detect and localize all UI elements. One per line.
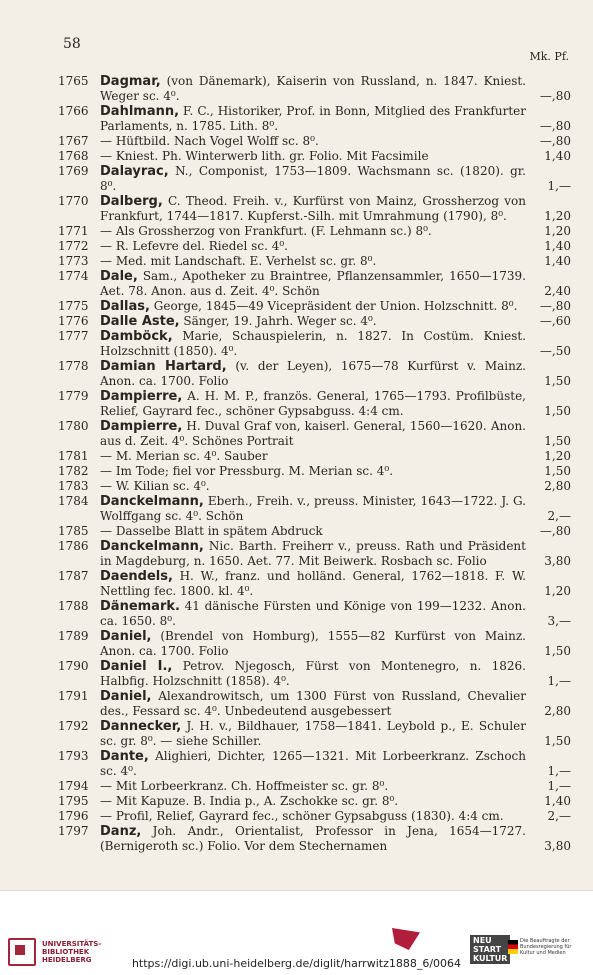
entry-name: Dampierre, <box>100 419 183 434</box>
entry-price: 1,40 <box>544 239 571 253</box>
entry-number: 1784 <box>58 494 89 508</box>
entry-description: — Mit Lorbeerkranz. Ch. Hoffmeister sc. gr. 8⁰. <box>100 779 389 793</box>
catalog-entry <box>0 359 593 389</box>
entry-number: 1787 <box>58 569 89 583</box>
entry-name: Dampierre, <box>100 389 183 404</box>
entry-description: — R. Lefevre del. Riedel sc. 4⁰. <box>100 239 288 253</box>
entry-description: Petrov. Njegosch, Fürst von Montenegro, n. 1826. Halbfig. Holzschnitt (1858). 4⁰. <box>100 659 526 688</box>
entry-body <box>100 389 526 419</box>
entry-description: (von Dänemark), Kaiserin von Russland, n. 1847. Kniest. Weger sc. 4⁰. <box>100 74 526 103</box>
entry-number: 1786 <box>58 539 89 553</box>
entry-name: Dale, <box>100 269 138 284</box>
entry-price: —,80 <box>539 524 571 538</box>
catalog-entry <box>0 719 593 749</box>
entry-description: 41 dänische Fürsten und Könige von 199—1232. Anon. ca. 1650. 8⁰. <box>100 599 526 628</box>
entry-number: 1789 <box>58 629 89 643</box>
entry-description: — Profil, Relief, Gayrard fec., schöner Gypsabguss (1830). 4:4 cm. <box>100 809 504 823</box>
entry-price: 1,40 <box>544 254 571 268</box>
entry-description: (v. der Leyen), 1675—78 Kurfürst v. Mainz. Anon. ca. 1700. Folio <box>100 359 526 388</box>
catalog-entry <box>0 389 593 419</box>
entry-description: H. W., franz. und holländ. General, 1762—1818. F. W. Nettling fec. 1800. kl. 4⁰. <box>100 569 526 598</box>
entry-body <box>100 314 526 329</box>
entry-price: 1,50 <box>544 374 571 388</box>
entry-price: 1,— <box>547 779 571 793</box>
entry-description: — Als Grossherzog von Frankfurt. (F. Lehmann sc.) 8⁰. <box>100 224 432 238</box>
catalog-entry <box>0 659 593 689</box>
entry-body <box>100 479 526 494</box>
entry-price: —,80 <box>539 119 571 133</box>
entry-description: A. H. M. P., französ. General, 1765—1793. Profilbüste, Relief, Gayrard fec., schöner Gypsabguss. 4:4 cm. <box>100 389 526 418</box>
entry-price: 1,— <box>547 179 571 193</box>
catalog-entry <box>0 464 593 479</box>
catalog-entry <box>0 314 593 329</box>
entry-list <box>0 74 593 854</box>
entry-description: C. Theod. Freih. v., Kurfürst von Mainz, Grossherzog von Frankfurt, 1744—1817. Kupferst.-Silh. mit Umrahmung (1790), 8⁰. <box>100 194 526 223</box>
catalog-entry <box>0 599 593 629</box>
entry-body <box>100 779 526 794</box>
entry-description: F. C., Historiker, Prof. in Bonn, Mitglied des Frankfurter Parlaments, n. 1785. Lith. 8⁰. <box>100 104 526 133</box>
catalog-entry <box>0 134 593 149</box>
entry-number: 1796 <box>58 809 89 823</box>
entry-number: 1767 <box>58 134 89 148</box>
entry-body <box>100 569 526 599</box>
neustart-kultur-logo: NEU START KULTUR <box>470 935 510 964</box>
entry-number: 1779 <box>58 389 89 403</box>
catalog-entry <box>0 824 593 854</box>
entry-price: 1,50 <box>544 734 571 748</box>
entry-price: 1,40 <box>544 794 571 808</box>
catalog-entry <box>0 419 593 449</box>
library-name-line3: HEIDELBERG <box>42 956 92 964</box>
catalog-entry <box>0 494 593 524</box>
federal-eagle-icon <box>508 940 518 954</box>
entry-name: Dagmar, <box>100 74 161 89</box>
entry-price: 1,20 <box>544 584 571 598</box>
entry-price: 1,50 <box>544 434 571 448</box>
catalog-entry <box>0 449 593 464</box>
entry-description: George, 1845—49 Vicepräsident der Union. Holzschnitt. 8⁰. <box>149 299 518 313</box>
entry-name: Daendels, <box>100 569 173 584</box>
entry-body <box>100 599 526 629</box>
entry-description: — Hüftbild. Nach Vogel Wolff sc. 8⁰. <box>100 134 319 148</box>
entry-number: 1772 <box>58 239 89 253</box>
entry-body <box>100 719 526 749</box>
entry-name: Dalle Aste, <box>100 314 180 329</box>
entry-body <box>100 134 526 149</box>
entry-name: Dallas, <box>100 299 150 314</box>
catalog-entry <box>0 104 593 134</box>
catalog-entry <box>0 149 593 164</box>
entry-price: 3,80 <box>544 554 571 568</box>
entry-number: 1792 <box>58 719 89 733</box>
entry-name: Damböck, <box>100 329 173 344</box>
entry-price: 1,20 <box>544 449 571 463</box>
entry-body <box>100 149 526 164</box>
entry-body <box>100 254 526 269</box>
entry-number: 1782 <box>58 464 89 478</box>
entry-body <box>100 464 526 479</box>
entry-body <box>100 749 526 779</box>
page-number: 58 <box>63 36 81 52</box>
entry-number: 1766 <box>58 104 89 118</box>
entry-body <box>100 524 526 539</box>
entry-price: —,60 <box>539 314 571 328</box>
entry-description: Joh. Andr., Orientalist, Professor in Jena, 1654—1727. (Bernigeroth sc.) Folio. Vor dem Stechernamen <box>100 824 526 853</box>
catalog-entry <box>0 269 593 299</box>
entry-price: 2,80 <box>544 704 571 718</box>
entry-price: 1,— <box>547 674 571 688</box>
entry-description: — W. Kilian sc. 4⁰. <box>100 479 210 493</box>
catalog-entry <box>0 539 593 569</box>
entry-description: — Med. mit Landschaft. E. Verhelst sc. gr. 8⁰. <box>100 254 377 268</box>
library-name-line1: UNIVERSITÄTS- <box>42 940 102 948</box>
catalog-entry <box>0 749 593 779</box>
catalog-entry <box>0 779 593 794</box>
entry-price: —,80 <box>539 134 571 148</box>
entry-number: 1769 <box>58 164 89 178</box>
entry-description: Marie, Schauspielerin, n. 1827. In Costüm. Kniest. Holzschnitt (1850). 4⁰. <box>100 329 526 358</box>
entry-number: 1797 <box>58 824 89 838</box>
entry-number: 1778 <box>58 359 89 373</box>
entry-price: —,50 <box>539 344 571 358</box>
entry-body <box>100 824 526 854</box>
entry-description: — Im Tode; fiel vor Pressburg. M. Merian sc. 4⁰. <box>100 464 394 478</box>
entry-body <box>100 239 526 254</box>
entry-description: (Brendel von Homburg), 1555—82 Kurfürst von Mainz. Anon. ca. 1700. Folio <box>100 629 526 658</box>
entry-description: Sänger, 19. Jahrh. Weger sc. 4⁰. <box>179 314 377 328</box>
entry-number: 1783 <box>58 479 89 493</box>
entry-description: H. Duval Graf von, kaiserl. General, 1560—1620. Anon. aus d. Zeit. 4⁰. Schönes Portrait <box>100 419 526 448</box>
entry-description: Sam., Apotheker zu Braintree, Pflanzensammler, 1650—1739. Aet. 78. Anon. aus d. Zeit. 4⁰. Schön <box>100 269 526 298</box>
entry-description: — Kniest. Ph. Winterwerb lith. gr. Folio. Mit Facsimile <box>100 149 429 163</box>
entry-name: Daniel, <box>100 629 152 644</box>
entry-description: — M. Merian sc. 4⁰. Sauber <box>100 449 268 463</box>
entry-name: Daniel I., <box>100 659 173 674</box>
entry-number: 1791 <box>58 689 89 703</box>
entry-price: —,80 <box>539 299 571 313</box>
entry-price: —,80 <box>539 89 571 103</box>
entry-number: 1795 <box>58 794 89 808</box>
entry-price: 1,40 <box>544 149 571 163</box>
catalog-entry <box>0 164 593 194</box>
catalog-entry <box>0 479 593 494</box>
entry-body <box>100 269 526 299</box>
entry-number: 1765 <box>58 74 89 88</box>
entry-body <box>100 629 526 659</box>
bkm-logo-text: Die Beauftragte der Bundesregierung für Kultur und Medien <box>520 938 572 956</box>
entry-number: 1780 <box>58 419 89 433</box>
entry-body <box>100 494 526 524</box>
entry-number: 1774 <box>58 269 89 283</box>
library-name-line2: BIBLIOTHEK <box>42 948 90 956</box>
entry-price: 1,20 <box>544 224 571 238</box>
entry-name: Damian Hartard, <box>100 359 227 374</box>
entry-price: 1,— <box>547 764 571 778</box>
entry-body <box>100 689 526 719</box>
entry-body <box>100 359 526 389</box>
catalog-entry <box>0 629 593 659</box>
price-column-header: Mk. Pf. <box>529 50 569 63</box>
entry-price: 3,— <box>547 614 571 628</box>
entry-name: Dänemark. <box>100 599 180 614</box>
entry-price: 2,40 <box>544 284 571 298</box>
entry-name: Dannecker, <box>100 719 182 734</box>
entry-name: Dalberg, <box>100 194 163 209</box>
catalog-entry <box>0 254 593 269</box>
entry-number: 1775 <box>58 299 89 313</box>
entry-body <box>100 299 526 314</box>
entry-body <box>100 449 526 464</box>
entry-description: Eberh., Freih. v., preuss. Minister, 1643—1722. J. G. Wolffgang sc. 4⁰. Schön <box>100 494 526 523</box>
entry-body <box>100 794 526 809</box>
entry-body <box>100 539 526 569</box>
entry-body <box>100 224 526 239</box>
catalog-entry <box>0 524 593 539</box>
catalog-entry <box>0 809 593 824</box>
entry-number: 1770 <box>58 194 89 208</box>
entry-body <box>100 104 526 134</box>
entry-body <box>100 419 526 449</box>
entry-body <box>100 194 526 224</box>
entry-price: 2,— <box>547 509 571 523</box>
catalog-entry <box>0 224 593 239</box>
catalog-entry <box>0 329 593 359</box>
entry-number: 1776 <box>58 314 89 328</box>
entry-name: Dahlmann, <box>100 104 180 119</box>
catalog-entry <box>0 74 593 104</box>
entry-description: Alighieri, Dichter, 1265—1321. Mit Lorbeerkranz. Zschoch sc. 4⁰. <box>100 749 526 778</box>
entry-price: 1,50 <box>544 464 571 478</box>
entry-name: Daniel, <box>100 689 152 704</box>
entry-number: 1794 <box>58 779 89 793</box>
entry-number: 1793 <box>58 749 89 763</box>
entry-price: 1,50 <box>544 404 571 418</box>
entry-number: 1773 <box>58 254 89 268</box>
entry-number: 1781 <box>58 449 89 463</box>
entry-price: 2,— <box>547 809 571 823</box>
entry-description: J. H. v., Bildhauer, 1758—1841. Leybold p., E. Schuler sc. gr. 8⁰. — siehe Schiller. <box>100 719 526 748</box>
entry-name: Dante, <box>100 749 149 764</box>
entry-body <box>100 164 526 194</box>
entry-description: N., Componist, 1753—1809. Wachsmann sc. (1820). gr. 8⁰. <box>100 164 526 193</box>
entry-name: Danz, <box>100 824 142 839</box>
page-url[interactable]: https://digi.ub.uni-heidelberg.de/diglit/harrwitz1888_6/0064 <box>131 957 462 970</box>
catalog-entry <box>0 299 593 314</box>
entry-number: 1788 <box>58 599 89 613</box>
entry-description: — Dasselbe Blatt in spätem Abdruck <box>100 524 323 538</box>
entry-body <box>100 659 526 689</box>
entry-number: 1771 <box>58 224 89 238</box>
entry-body <box>100 329 526 359</box>
entry-number: 1785 <box>58 524 89 538</box>
entry-description: Alexandrowitsch, um 1300 Fürst von Russland, Chevalier des., Fessard sc. 4⁰. Unbedeutend ausgebessert <box>100 689 526 718</box>
entry-number: 1790 <box>58 659 89 673</box>
entry-body <box>100 74 526 104</box>
catalog-entry <box>0 239 593 254</box>
entry-price: 3,80 <box>544 839 571 853</box>
entry-description: Nic. Barth. Freiherr v., preuss. Rath und Präsident in Magdeburg, n. 1650. Aet. 77. Mit Beiwerk. Rosbach sc. Folio <box>100 539 526 568</box>
entry-body <box>100 809 526 824</box>
entry-number: 1768 <box>58 149 89 163</box>
catalog-entry <box>0 689 593 719</box>
entry-number: 1777 <box>58 329 89 343</box>
catalog-entry <box>0 794 593 809</box>
catalog-entry <box>0 194 593 224</box>
entry-description: — Mit Kapuze. B. India p., A. Zschokke sc. gr. 8⁰. <box>100 794 399 808</box>
entry-name: Danckelmann, <box>100 494 204 509</box>
entry-name: Danckelmann, <box>100 539 204 554</box>
entry-name: Dalayrac, <box>100 164 169 179</box>
entry-price: 2,80 <box>544 479 571 493</box>
catalog-entry <box>0 569 593 599</box>
entry-price: 1,50 <box>544 644 571 658</box>
entry-price: 1,20 <box>544 209 571 223</box>
